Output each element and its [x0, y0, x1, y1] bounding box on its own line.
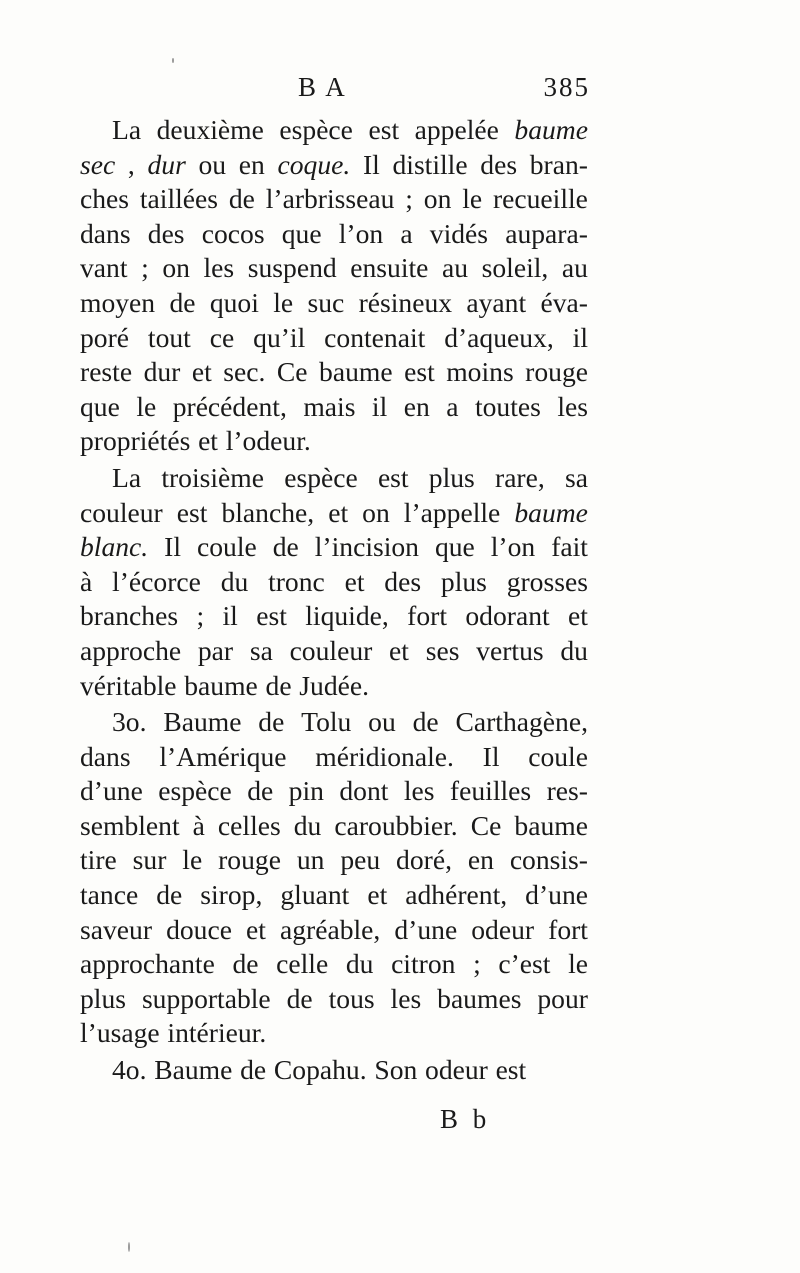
text-line: [80, 565, 588, 600]
word: suspend: [247, 252, 337, 284]
word: il: [572, 321, 588, 353]
word: de: [247, 775, 274, 807]
word: sa: [249, 634, 273, 666]
word: aupara-: [505, 217, 588, 249]
word: les: [403, 775, 435, 807]
word: sirop,: [200, 879, 263, 911]
word: cocos: [201, 217, 265, 249]
word-space: [266, 1053, 274, 1088]
word: plus: [80, 982, 126, 1014]
word: odeur: [471, 913, 535, 945]
word: 3o.: [112, 706, 147, 738]
word: coule: [197, 531, 257, 563]
text-line: [80, 669, 588, 704]
word: est: [176, 496, 208, 528]
word: a: [400, 217, 413, 249]
word: l’écorce: [112, 565, 201, 597]
word: plus: [428, 461, 475, 493]
word: Baume: [163, 706, 242, 738]
word: fort: [407, 600, 447, 632]
word: celle: [276, 948, 329, 980]
word: l’usage: [80, 1017, 160, 1049]
word: vant: [80, 252, 128, 284]
word: des: [147, 217, 185, 249]
word: l’arbrisseau: [265, 183, 395, 215]
word: deuxième: [156, 114, 264, 145]
text-line: [80, 530, 588, 565]
word: grosses: [506, 565, 588, 597]
word: troisième: [161, 461, 264, 493]
page-number: 385: [543, 72, 590, 102]
word: tance: [80, 879, 139, 911]
italic-word: dur: [147, 148, 186, 180]
word: dont: [339, 775, 389, 807]
signature-mark: B b: [440, 1104, 491, 1134]
word: Copahu.: [273, 1054, 367, 1086]
word: éva-: [540, 286, 588, 318]
word: c’est: [498, 948, 551, 980]
word: La: [112, 114, 142, 145]
word: a: [446, 390, 459, 422]
text-line: [80, 321, 588, 356]
word-space: [417, 1053, 425, 1088]
word: liquide,: [305, 600, 389, 632]
word: Il: [482, 740, 500, 772]
italic-word: sec: [80, 148, 116, 180]
word: du: [560, 634, 588, 666]
word: rare,: [495, 461, 545, 493]
word: coule: [528, 740, 588, 772]
word: les: [557, 390, 588, 422]
word: de: [286, 982, 313, 1014]
word: d’aqueux,: [444, 321, 554, 353]
word: vertus: [476, 634, 544, 666]
word: douce: [166, 913, 232, 945]
word: au: [442, 252, 469, 284]
page-header: [80, 72, 590, 112]
word: Il: [362, 148, 380, 180]
word: de: [232, 948, 259, 980]
word: un: [296, 844, 325, 876]
word: agréable,: [279, 913, 381, 945]
running-head: B A: [298, 72, 347, 102]
word: tous: [328, 982, 375, 1014]
word: baume: [184, 669, 258, 701]
italic-word: blanc.: [80, 531, 149, 563]
word: reste: [80, 356, 133, 388]
word: l’incision: [314, 531, 419, 563]
text-line: [80, 913, 588, 948]
word: que: [80, 390, 120, 422]
text-line: [80, 947, 588, 982]
word: le: [568, 948, 588, 980]
text-line: [80, 705, 588, 740]
word-space: [147, 1053, 155, 1088]
word: dans: [80, 217, 131, 249]
word: d’une: [80, 775, 143, 807]
word: caroubbier.: [334, 809, 458, 841]
text-line: [80, 809, 588, 844]
word: sa: [564, 461, 588, 493]
word: est: [404, 356, 435, 388]
word: ches: [80, 183, 130, 215]
word: vidés: [429, 217, 489, 249]
word: on: [162, 252, 190, 284]
word: précédent,: [172, 390, 287, 422]
word: semblent: [80, 809, 180, 841]
text-line: [80, 740, 588, 775]
text-line: [80, 878, 588, 913]
word-space: [160, 1016, 168, 1051]
text-line: [80, 461, 588, 496]
word-space: [367, 1053, 375, 1088]
paper-speck: [172, 58, 174, 63]
text-line: [80, 148, 588, 183]
word: ;: [405, 183, 413, 215]
word: du: [345, 948, 374, 980]
text-line: [80, 355, 588, 390]
word: tronc: [268, 565, 325, 597]
word: l’odeur.: [225, 425, 311, 457]
word: et: [198, 425, 218, 457]
word: plus: [440, 565, 487, 597]
word: il: [222, 600, 238, 632]
word: des: [480, 148, 518, 180]
text-line: [80, 496, 588, 531]
word: le: [182, 844, 203, 876]
text-line: [80, 843, 588, 878]
word: distille: [392, 148, 468, 180]
word: par: [197, 634, 234, 666]
word: toutes: [474, 390, 541, 422]
word: Son: [374, 1054, 418, 1086]
word: Ce: [276, 356, 308, 388]
word: en: [467, 844, 494, 876]
word: citron: [391, 948, 456, 980]
word: tout: [147, 321, 191, 353]
word: en: [403, 390, 430, 422]
word: Baume: [154, 1054, 233, 1086]
word: mais: [303, 390, 356, 422]
word: La: [112, 461, 142, 493]
word: pin: [288, 775, 324, 807]
word: rouge: [218, 844, 281, 876]
italic-word: coque.: [277, 148, 351, 180]
word: et: [389, 634, 409, 666]
word: ayant: [466, 286, 527, 318]
word-space: [488, 1053, 496, 1088]
body-text: [80, 113, 588, 1088]
text-line: [80, 634, 588, 669]
word: et: [367, 879, 388, 911]
word: baume: [319, 356, 393, 388]
word: à: [192, 809, 205, 841]
word: Il: [164, 531, 182, 563]
word: à: [80, 565, 93, 597]
word: approchante: [80, 948, 215, 980]
word: quoi: [209, 286, 259, 318]
word: baumes: [437, 982, 522, 1014]
word: supportable: [141, 982, 271, 1014]
text-line: [80, 390, 588, 425]
word-space: [190, 424, 198, 459]
word: est: [495, 1054, 527, 1086]
word: Ce: [470, 809, 502, 841]
word: sur: [132, 844, 167, 876]
word: propriétés: [80, 425, 191, 457]
word: le: [136, 390, 157, 422]
word: en: [238, 148, 265, 180]
word: soleil,: [481, 252, 549, 284]
word: suc: [307, 286, 345, 318]
word: feuilles: [449, 775, 532, 807]
word: que: [281, 217, 322, 249]
italic-word: baume: [514, 114, 588, 145]
word: est: [256, 600, 287, 632]
word: res-: [546, 775, 588, 807]
word: contenait: [324, 321, 426, 353]
word: blanche,: [221, 496, 315, 528]
word: ,: [127, 148, 135, 180]
word: et: [328, 496, 349, 528]
word-space: [218, 424, 226, 459]
word: et: [344, 565, 365, 597]
word: méridionale.: [315, 740, 454, 772]
word: du: [293, 809, 322, 841]
word: appelée: [414, 114, 499, 145]
word: odeur: [425, 1054, 488, 1086]
italic-word: baume: [514, 496, 588, 528]
text-line: [80, 774, 588, 809]
word: ses: [425, 634, 460, 666]
word: qu’il: [253, 321, 306, 353]
word: du: [220, 565, 249, 597]
text-line: [80, 251, 588, 286]
word: sec.: [223, 356, 266, 388]
word: rouge: [525, 356, 588, 388]
text-line: [80, 1053, 588, 1088]
word: intérieur.: [167, 1017, 267, 1049]
word: de: [228, 183, 255, 215]
word: les: [203, 252, 235, 284]
word: tire: [80, 844, 117, 876]
word: dans: [80, 740, 131, 772]
word: dur: [143, 356, 181, 388]
word: les: [390, 982, 422, 1014]
word: approche: [80, 634, 182, 666]
word: de: [412, 706, 439, 738]
word: adhérent,: [405, 879, 508, 911]
paragraph: [80, 461, 588, 703]
word: d’une: [394, 913, 458, 945]
word: de: [169, 286, 196, 318]
word: fait: [551, 531, 588, 563]
word: est: [377, 461, 409, 493]
word: résineux: [358, 286, 453, 318]
word: espèce: [279, 114, 353, 145]
word: peu: [340, 844, 381, 876]
word: véritable: [80, 669, 177, 701]
text-line: [80, 182, 588, 217]
word: ce: [209, 321, 235, 353]
word: de: [265, 669, 292, 701]
word: il: [371, 390, 388, 422]
word: l’Amérique: [159, 740, 287, 772]
word: taillées: [139, 183, 219, 215]
word: ;: [141, 252, 149, 284]
word: baume: [514, 809, 588, 841]
word-space: [177, 669, 185, 704]
word: et: [191, 356, 212, 388]
word: l’on: [338, 217, 384, 249]
word: gluant: [280, 879, 350, 911]
text-line: [80, 1016, 588, 1051]
word: saveur: [80, 913, 153, 945]
word: l’on: [490, 531, 536, 563]
word: le: [273, 286, 294, 318]
word: de: [156, 879, 183, 911]
word: que: [434, 531, 475, 563]
word: ou: [198, 148, 227, 180]
word: on: [362, 496, 390, 528]
word: bran-: [529, 148, 588, 180]
text-line: [80, 286, 588, 321]
word: branches: [80, 600, 179, 632]
word: couleur: [289, 634, 373, 666]
word: et: [568, 600, 588, 632]
text-line: [80, 424, 588, 459]
word: espèce: [158, 775, 232, 807]
word: 4o.: [112, 1054, 147, 1086]
word: espèce: [284, 461, 358, 493]
word: le: [462, 183, 483, 215]
word: consis-: [509, 844, 588, 876]
word: au: [561, 252, 588, 284]
word: de: [272, 531, 299, 563]
word: fort: [548, 913, 588, 945]
word-space: [232, 1053, 240, 1088]
text-line: [80, 599, 588, 634]
word-space: [258, 669, 266, 704]
word: odorant: [465, 600, 550, 632]
word: d’une: [525, 879, 588, 911]
word: moyen: [80, 286, 156, 318]
word: de: [240, 1054, 267, 1086]
text-line: [80, 982, 588, 1017]
word: est: [368, 114, 400, 145]
text-line: [80, 217, 588, 252]
word: ensuite: [350, 252, 429, 284]
paper-speck: [128, 1242, 130, 1252]
word: ;: [196, 600, 205, 632]
word: de: [258, 706, 285, 738]
word: l’appelle: [403, 496, 501, 528]
word: Carthagène,: [455, 706, 588, 738]
word: Tolu: [301, 706, 352, 738]
word: couleur: [80, 496, 163, 528]
word: recueille: [492, 183, 588, 215]
word: et: [246, 913, 266, 945]
word: poré: [80, 321, 130, 353]
paragraph: [80, 705, 588, 1051]
word-space: [292, 669, 300, 704]
text-line: [80, 113, 588, 148]
word: ou: [368, 706, 396, 738]
word: doré,: [396, 844, 452, 876]
word: ;: [473, 948, 481, 980]
word: Judée.: [299, 669, 370, 701]
paragraph: [80, 113, 588, 459]
word: pour: [537, 982, 588, 1014]
word: des: [384, 565, 422, 597]
word: celles: [217, 809, 281, 841]
paragraph: [80, 1053, 588, 1088]
word: moins: [446, 356, 514, 388]
word: on: [423, 183, 452, 215]
